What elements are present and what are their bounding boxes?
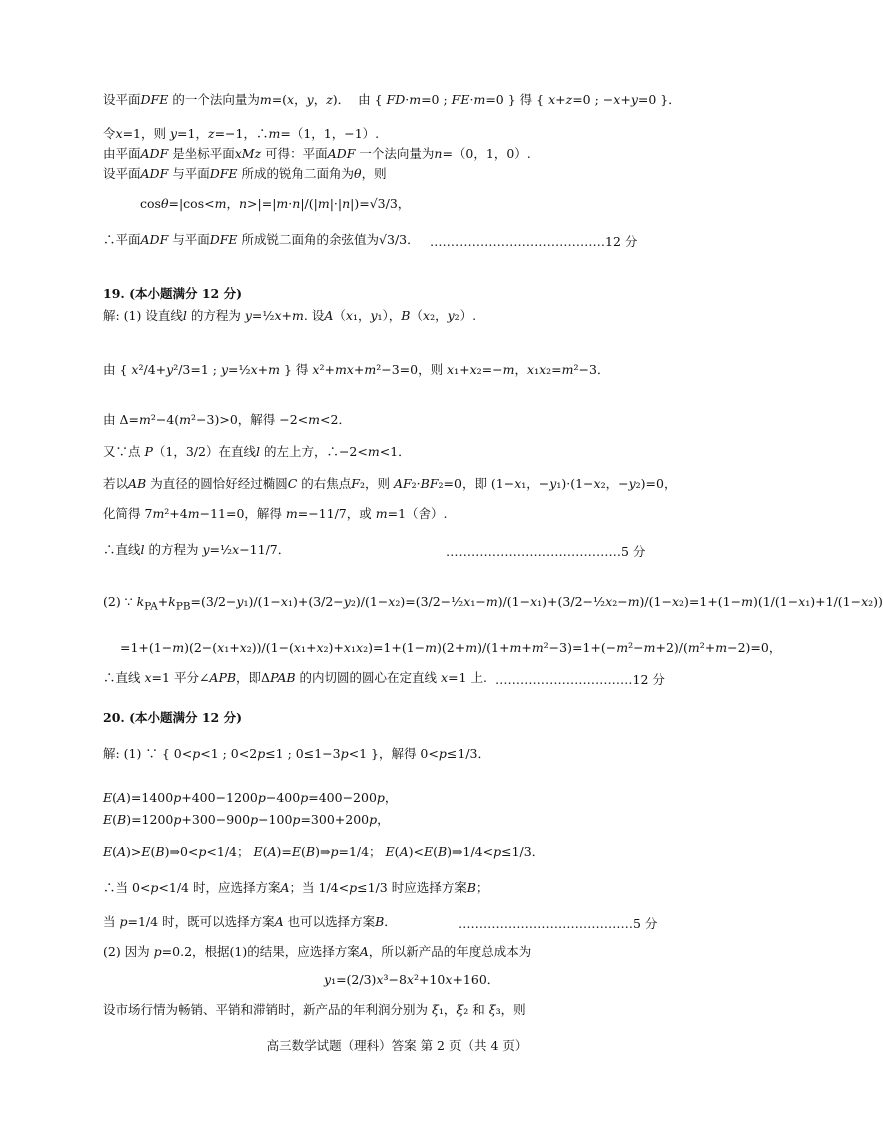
- line-23: ∴当 0<p<1/4 时，应选择方案A；当 1/4<p≤1/3 时应选择方案B；: [103, 880, 489, 895]
- score-12-b: ……………………………12 分: [495, 672, 665, 687]
- line-19: 解: (1) ∵ { 0<p<1 ; 0<2p≤1 ; 0≤1−3p<1 }，解得 0<p≤1/3．: [103, 746, 490, 761]
- line-8: 解: (1) 设直线l 的方程为 y=½x+m. 设A（x₁，y₁），B（x₂，y₂）.: [103, 308, 477, 323]
- line-25: (2) 因为 p=0.2，根据(1)的结果，应选择方案A，所以新产品的年度总成本为: [103, 944, 532, 959]
- line-17: ∴直线 x=1 平分∠APB，即ΔPAB 的内切圆的圆心在定直线 x=1 上.: [103, 670, 487, 685]
- line-16: =1+(1−m)(2−(x₁+x₂))/(1−(x₁+x₂)+x₁x₂)=1+(1−m)(2+m)/(1+m+m²−3)=1+(−m²−m+2)/(m²+m−2)=0，: [120, 640, 782, 655]
- line-24: 当 p=1/4 时，既可以选择方案A 也可以选择方案B．: [103, 914, 397, 929]
- section-20-title: 20. (本小题满分 12 分): [103, 710, 243, 725]
- page-footer: 高三数学试题（理科）答案 第 2 页（共 4 页）: [266, 1038, 528, 1053]
- line-14: ∴直线l 的方程为 y=½x−11/7．: [103, 542, 291, 557]
- line-15: (2) ∵ $k_{PA}+k_{PB}=(3/2-y_1)/(1-x_1)+(3/2-y_2)/(1-x_2)=(3/2-\frac{1}{2}x_1-m)/(1-x_1)+(3/2-\frac{1}{2}x_2-m)/(1-x_2)=1+(1-m)(1/(1-x_1)+1/(1-x_2))$: [103, 594, 883, 613]
- line-5: cosθ=|cos<m，n>|=|m·n|/(|m|·|n|)=√3/3，: [140, 196, 411, 211]
- line-1: 设平面DFE 的一个法向量为m=(x，y，z)． 由 { FD·m=0 ; FE·m=0 } 得 { x+z=0 ; −x+y=0 }．: [103, 92, 681, 107]
- score-5-a: ……………………………………5 分: [446, 544, 646, 559]
- line-4: 设平面ADF 与平面DFE 所成的锐角二面角为θ，则: [103, 166, 387, 181]
- score-5-b: ……………………………………5 分: [458, 916, 658, 931]
- line-9: 由 { x²/4+y²/3=1 ; y=½x+m } 得 x²+mx+m²−3=0，则 x₁+x₂=−m，x₁x₂=m²−3．: [103, 362, 610, 377]
- line-2: 令x=1，则 y=1，z=−1，∴m=（1，1，−1）.: [103, 126, 380, 141]
- score-12-a: ……………………………………12 分: [430, 234, 638, 249]
- line-11: 又∵点 P（1，3/2）在直线l 的左上方，∴−2<m<1．: [103, 444, 411, 459]
- line-26: y₁=(2/3)x³−8x²+10x+160．: [324, 972, 500, 987]
- line-21: E(B)=1200p+300−900p−100p=300+200p，: [103, 812, 390, 827]
- line-13: 化简得 7m²+4m−11=0，解得 m=−11/7，或 m=1（舍）.: [103, 506, 448, 521]
- line-12: 若以AB 为直径的圆恰好经过椭圆C 的右焦点F₂，则 AF₂·BF₂=0，即 (1−x₁，−y₁)·(1−x₂，−y₂)=0，: [103, 476, 677, 491]
- line-3: 由平面ADF 是坐标平面xMz 可得：平面ADF 一个法向量为n=（0，1，0）.: [103, 146, 531, 161]
- line-22: E(A)>E(B)⇒0<p<1/4； E(A)=E(B)⇒p=1/4； E(A)<E(B)⇒1/4<p≤1/3．: [103, 844, 545, 859]
- line-27: 设市场行情为畅销、平销和滞销时，新产品的年利润分别为 ξ₁，ξ₂ 和 ξ₃，则: [103, 1002, 526, 1017]
- line-20: E(A)=1400p+400−1200p−400p=400−200p，: [103, 790, 398, 805]
- section-19-title: 19. (本小题满分 12 分): [103, 286, 243, 301]
- line-6: ∴平面ADF 与平面DFE 所成锐二面角的余弦值为√3/3．: [103, 232, 436, 247]
- line-10: 由 Δ=m²−4(m²−3)>0，解得 −2<m<2．: [103, 412, 351, 427]
